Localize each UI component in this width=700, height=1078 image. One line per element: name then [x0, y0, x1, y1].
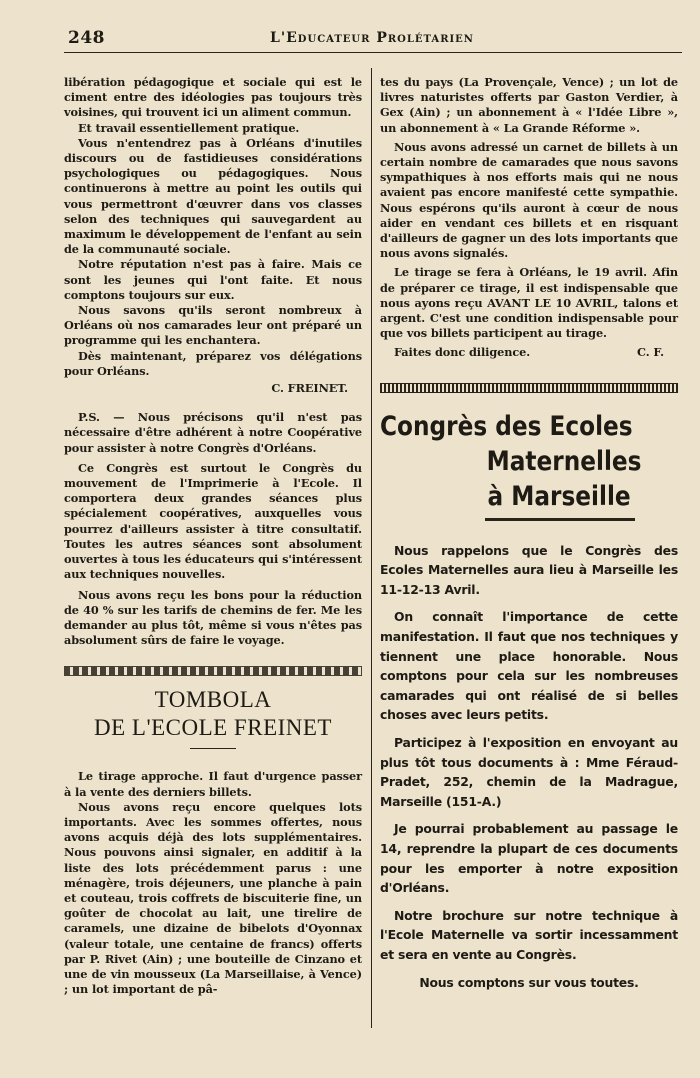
column-divider [371, 68, 372, 1028]
header-rule [64, 52, 682, 53]
tombola-heading-line1: TOMBOLA [154, 687, 272, 713]
intro-paragraph: Dès maintenant, préparez vos délégations pour Orléans. [64, 348, 362, 378]
ornamental-separator [380, 383, 678, 393]
diligence-text: Faites donc diligence. [394, 345, 531, 360]
congres-paragraph: Je pourrai probablement au passage le 14, reprendre la plupart de ces documents pour les emporter à notre exposition d'Orléans. [380, 821, 678, 896]
intro-paragraph: Notre réputation n'est pas à faire. Mais ce sont les jeunes qui l'ont faite. Et nous comptons toujours sur eux. [64, 257, 362, 302]
tombola-continued-paragraph: Nous avons adressé un carnet de billets à un certain nombre de camarades que nous savons sympathiques à nos efforts mais qui ne nous avaient pas encore manifesté cette sympathie. Nous espérons qu'ils auront à cœur de nous aider en vendant ces billets et en risquant d'ailleurs de gagner un des lots importants que nous avons signalés. [380, 139, 678, 261]
congres-heading [380, 409, 655, 514]
diligence-line [380, 345, 678, 360]
ps-paragraph: P.S. — Nous précisons qu'il n'est pas nécessaire d'être adhérent à notre Coopérative pour assister à notre Congrès d'Orléans. [64, 410, 362, 455]
heading-rule [190, 748, 236, 749]
congres-paragraph: Participez à l'exposition en envoyant au plus tôt tous documents à : Mme Féraud-Pradet, 252, chemin de la Madrague, Marseille (151-A.) [380, 735, 678, 809]
ps-paragraph: Ce Congrès est surtout le Congrès du mouvement de l'Imprimerie à l'Ecole. Il comportera deux grandes séances plus spécialement coopératives, auxquelles vous pourrez d'ailleurs assister à titre consultatif. Toutes les autres séances sont absolument ouvertes à tous les éducateurs qui s'intéressent aux techniques nouvelles. [64, 460, 362, 582]
congres-heading-line3: à Marseille [487, 480, 631, 512]
page-number: 248 [68, 28, 105, 48]
intro-paragraph: Nous savons qu'ils seront nombreux à Orléans où nos camarades leur ont préparé un programme qui les enchantera. [64, 303, 362, 348]
heading-rule [485, 518, 635, 521]
tombola-continued-paragraph: tes du pays (La Provençale, Vence) ; un lot de livres naturistes offerts par Gaston Verdier, à Gex (Ain) ; un abonnement à « l'Idée Libre », un abonnement à « La Grande Réforme ». [380, 75, 678, 135]
congres-heading-line2: Maternelles [486, 445, 642, 477]
freinet-signature: C. FREINET. [271, 381, 348, 396]
right-column [380, 75, 678, 992]
tombola-heading-line2: DE L'ECOLE FREINET [93, 715, 332, 741]
congres-paragraph: Notre brochure sur notre technique à l'Ecole Maternelle va sortir incessamment et sera en vente au Congrès. [380, 907, 678, 962]
intro-paragraph: libération pédagogique et sociale qui est le ciment entre des idéologies pas toujours très voisines, qui trouvent ici un aliment commun. [64, 75, 362, 120]
tombola-continued-paragraph: Le tirage se fera à Orléans, le 19 avril. Afin de préparer ce tirage, il est indispensable que nous ayons reçu AVANT LE 10 AVRIL, talons et argent. C'est une condition indispensable pour que vos billets participent au tirage. [380, 265, 678, 341]
congres-closing-line: Nous comptons sur vous toutes. [419, 974, 639, 990]
diligence-signature: C. F. [637, 345, 664, 360]
left-column [64, 75, 362, 997]
ornamental-separator [64, 666, 362, 676]
intro-paragraph: Et travail essentiellement pratique. [78, 120, 300, 135]
congres-paragraph: On connaît l'importance de cette manifestation. Il faut que nos techniques y tiennent une place honorable. Nous comptons pour cela sur les nombreuses camarades qui ont réalisé de si belles choses avec leurs petits. [380, 609, 678, 723]
running-title: L'Educateur Prolétarien [270, 30, 474, 46]
tombola-paragraph: Nous avons reçu encore quelques lots importants. Avec les sommes offertes, nous avons acquis déjà des lots supplémentaires. Nous pouvons ainsi signaler, en additif à la liste des lots précédemment parus : une ménagère, trois déjeuners, une planche à pain et couteau, trois coffrets de biscuiterie fine, un goûter de chocolat au lait, une tirelire de caramels, une dizaine de bibelots d'Oyonnax (valeur totale, une centaine de francs) offerts par P. Rivet (Ain) ; une bouteille de Cinzano et une de vin mousseux (La Marseillaise, à Vence) ; un lot important de pâ- [64, 799, 362, 997]
tombola-paragraph: Le tirage approche. Il faut d'urgence passer à la vente des derniers billets. [64, 769, 362, 799]
intro-paragraph: Vous n'entendrez pas à Orléans d'inutiles discours ou de fastidieuses considérations psychologiques ou pédagogiques. Nous continuerons à mettre au point les outils qui vous permettront d'œuvrer dans vos classes selon des techniques qui sauvegardent au maximum le développement de l'enfant au sein de la communauté sociale. [64, 135, 362, 257]
congres-paragraph: Nous rappelons que le Congrès des Ecoles Maternelles aura lieu à Marseille les 11-12-13 Avril. [380, 542, 678, 597]
ps-paragraph: Nous avons reçu les bons pour la réduction de 40 % sur les tarifs de chemins de fer. Me les demander au plus tôt, même si vous n'êtes pas absolument sûrs de faire le voyage. [64, 587, 362, 648]
tombola-heading [64, 686, 362, 742]
congres-heading-line1: Congrès des Ecoles [380, 410, 633, 442]
